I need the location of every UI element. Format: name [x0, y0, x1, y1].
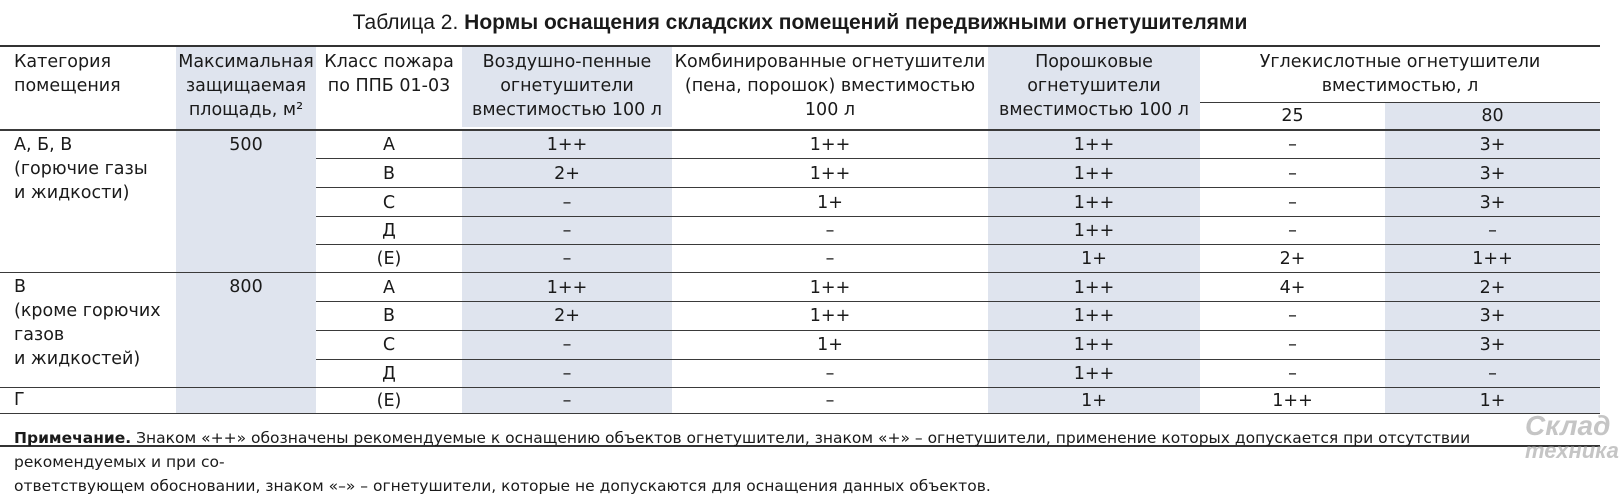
- rule-co2-sub: [1200, 102, 1600, 103]
- cell-co2-80: –: [1488, 221, 1497, 241]
- table-heading: Нормы оснащения складских помещений передвижными огнетушителями: [464, 11, 1248, 34]
- rule-table-bottom: [0, 413, 1600, 414]
- rule-row: [316, 187, 1600, 188]
- cell-fire-class: А: [383, 278, 395, 298]
- cell-fire-class: Д: [382, 221, 396, 241]
- rule-group: [0, 272, 1600, 273]
- shade-area-last: [176, 388, 316, 413]
- cell-co2-80: 1++: [1472, 249, 1513, 269]
- cell-co2-80: –: [1488, 364, 1497, 384]
- cell-air-foam: 1++: [546, 135, 588, 155]
- cell-combined: –: [825, 221, 835, 241]
- cell-fire-class: В: [382, 306, 395, 326]
- cell-air-foam: 2+: [554, 164, 580, 184]
- cell-co2-25: –: [1288, 164, 1297, 184]
- table-title: [0, 9, 1600, 37]
- cell-air-foam: –: [562, 193, 572, 213]
- header-co2-25: 25: [1281, 106, 1304, 126]
- cell-air-foam: –: [562, 335, 572, 355]
- cell-co2-80: 3+: [1479, 164, 1506, 184]
- cell-combined: –: [825, 249, 835, 269]
- cell-powder: 1+: [1081, 391, 1107, 411]
- cell-air-foam: 1++: [546, 278, 588, 298]
- cell-co2-80: 1+: [1479, 391, 1506, 411]
- cell-fire-class: (Е): [376, 391, 402, 411]
- rule-row: [316, 359, 1600, 360]
- cell-air-foam: –: [562, 391, 572, 411]
- cell-powder: 1++: [1073, 193, 1115, 213]
- cell-air-foam: –: [562, 364, 572, 384]
- header-combined: Комбинированные огнетушители (пена, порошок) вместимостью 100 л: [674, 52, 986, 120]
- cell-combined: 1++: [809, 164, 851, 184]
- rule-header-bottom: [0, 129, 1600, 131]
- cell-powder: 1+: [1081, 249, 1107, 269]
- header-fire-class: Класс пожара по ППБ 01-03: [324, 52, 454, 96]
- cell-co2-80: 2+: [1479, 278, 1506, 298]
- note-line2: ответствующем обосновании, знаком «–» – огнетушители, которые не допускаются для оснащения данных объектов.: [14, 477, 991, 495]
- cell-co2-80: 3+: [1479, 306, 1506, 326]
- rule-row: [316, 301, 1600, 302]
- cell-combined: 1+: [817, 335, 843, 355]
- header-co2-80: 80: [1481, 106, 1504, 126]
- group-area: 800: [229, 277, 263, 297]
- header-co2: Углекислотные огнетушители вместимостью, л: [1259, 52, 1541, 96]
- cell-combined: 1++: [809, 135, 851, 155]
- group-category-v: В (кроме горючих газов и жидкостей): [14, 277, 161, 369]
- cell-combined: –: [825, 364, 835, 384]
- cell-co2-80: 3+: [1479, 193, 1506, 213]
- cell-powder: 1++: [1073, 364, 1115, 384]
- rule-row: [316, 216, 1600, 217]
- table-note: [14, 426, 1594, 498]
- cell-powder: 1++: [1073, 335, 1115, 355]
- header-powder: Порошковые огнетушители вместимостью 100 л: [999, 52, 1189, 120]
- header-air-foam: Воздушно-пенные огнетушители вместимостью 100 л: [472, 52, 662, 120]
- note-label: Примечание.: [14, 429, 132, 447]
- cell-co2-25: –: [1288, 364, 1297, 384]
- cell-fire-class: С: [382, 335, 396, 355]
- group-category-g: Г: [14, 390, 25, 410]
- cell-air-foam: –: [562, 221, 572, 241]
- table-number: Таблица 2.: [352, 11, 459, 34]
- cell-co2-25: 4+: [1279, 278, 1306, 298]
- header-area: Максимальная защищаемая площадь, м²: [178, 52, 314, 120]
- cell-co2-25: –: [1288, 221, 1297, 241]
- note-line1: Знаком «++» обозначены рекомендуемые к оснащению объектов огнетушители, знаком «+» – огнетушители, применение которых допускается при отсутствии рекомендуемых и при со-: [14, 429, 1471, 471]
- cell-co2-25: –: [1288, 135, 1297, 155]
- cell-powder: 1++: [1073, 278, 1115, 298]
- publisher-watermark: Склад техника: [1525, 410, 1619, 463]
- cell-fire-class: (Е): [376, 249, 402, 269]
- cell-air-foam: –: [562, 249, 572, 269]
- rule-row: [316, 158, 1600, 159]
- cell-fire-class: С: [382, 193, 396, 213]
- cell-fire-class: Д: [382, 364, 396, 384]
- cell-co2-80: 3+: [1479, 335, 1506, 355]
- cell-air-foam: 2+: [554, 306, 580, 326]
- cell-combined: 1++: [809, 306, 851, 326]
- cell-powder: 1++: [1073, 164, 1115, 184]
- cell-combined: –: [825, 391, 835, 411]
- cell-powder: 1++: [1073, 306, 1115, 326]
- cell-powder: 1++: [1073, 135, 1115, 155]
- header-category: Категория помещения: [14, 52, 121, 96]
- rule-row: [316, 244, 1600, 245]
- rule-group: [0, 387, 1600, 388]
- rule-row: [316, 330, 1600, 331]
- group-category-abv: А, Б, В (горючие газы и жидкости): [14, 135, 148, 203]
- cell-co2-25: 1++: [1272, 391, 1313, 411]
- cell-fire-class: А: [383, 135, 395, 155]
- cell-combined: 1++: [809, 278, 851, 298]
- cell-co2-25: –: [1288, 335, 1297, 355]
- cell-combined: 1+: [817, 193, 843, 213]
- cell-co2-25: –: [1288, 306, 1297, 326]
- cell-powder: 1++: [1073, 221, 1115, 241]
- group-area: 500: [229, 135, 263, 155]
- cell-fire-class: В: [382, 164, 395, 184]
- cell-co2-25: 2+: [1279, 249, 1306, 269]
- cell-co2-25: –: [1288, 193, 1297, 213]
- cell-co2-80: 3+: [1479, 135, 1506, 155]
